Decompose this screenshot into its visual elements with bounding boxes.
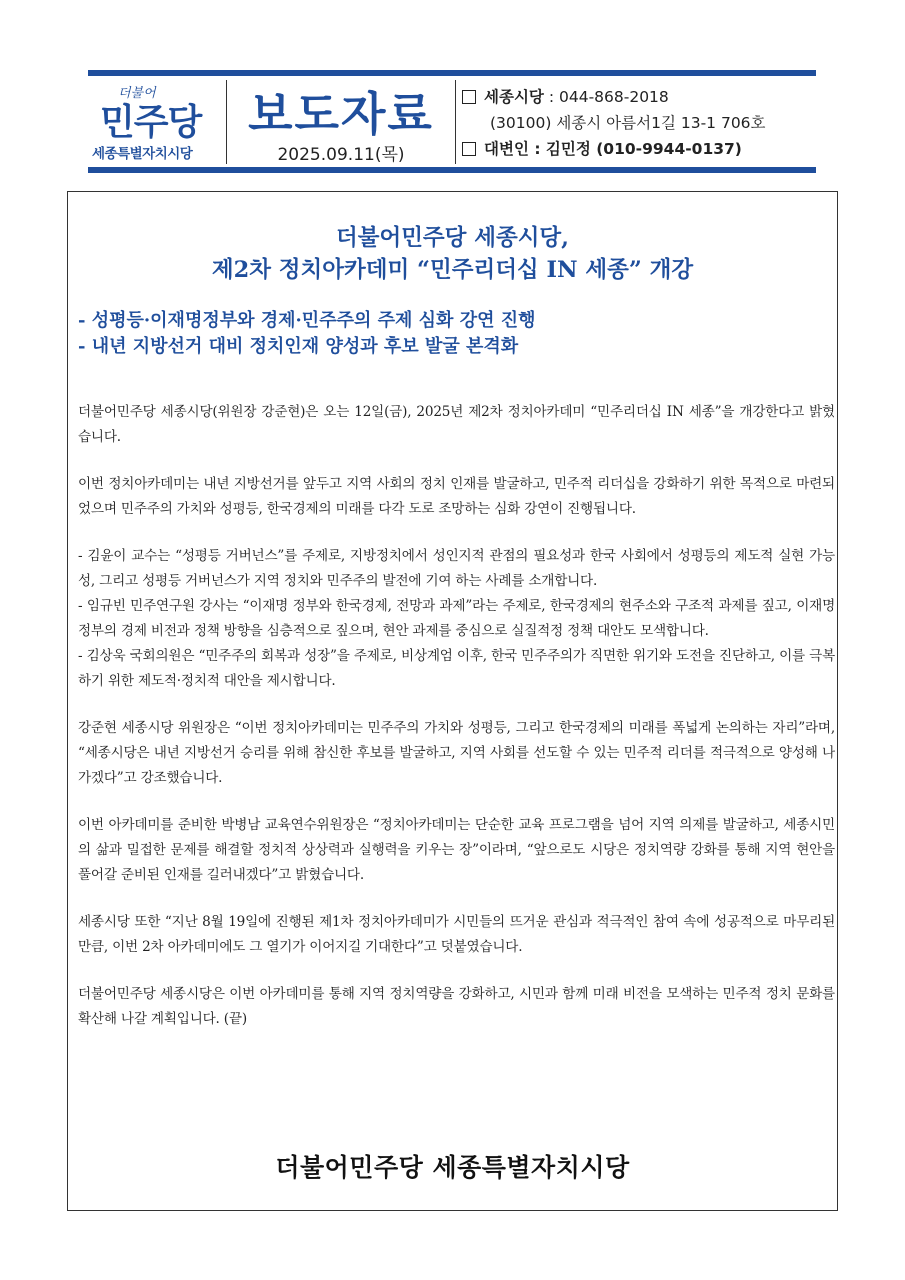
paragraph: - 김윤이 교수는 “성평등 거버넌스”를 주제로, 지방정치에서 성인지적 관점의 필요성과 한국 사회에서 성평등의 제도적 실현 가능성, 그리고 성평등 거버넌스가 지역 정치와 민주주의 발전에 기여 하는 사례를 소개합니다. xyxy=(78,548,835,589)
subheadings xyxy=(78,308,818,360)
checkbox-icon xyxy=(462,142,476,156)
header-top-bar xyxy=(88,70,816,76)
office-label: 세종시당 xyxy=(484,88,544,106)
article-body xyxy=(78,400,835,1032)
subheading: - 성평등·이재명정부와 경제·민주주의 주제 심화 강연 진행 xyxy=(78,310,536,331)
header-divider xyxy=(226,80,227,164)
party-logo xyxy=(90,80,225,164)
office-address: (30100) 세종시 아름서1길 13-1 706호 xyxy=(490,114,766,132)
headline-line-1: 더불어민주당 세종시당, xyxy=(335,225,570,251)
headline xyxy=(67,222,838,286)
spokesperson-label: 대변인 : 김민정 (010-9944-0137) xyxy=(484,140,742,158)
signature: 더불어민주당 세종특별자치시당 xyxy=(275,1153,630,1182)
office-phone: : 044-868-2018 xyxy=(543,88,669,106)
office-contact xyxy=(462,84,812,110)
headline-line-2: 제2차 정치아카데미 “민주리더십 IN 세종” 개강 xyxy=(211,257,694,283)
paragraph: 이번 정치아카데미는 내년 지방선거를 앞두고 지역 사회의 정치 인재를 발굴하고, 민주적 리더십을 강화하기 위한 목적으로 마련되었으며 민주주의 가치와 성평등, 한국경제의 미래를 다각 도로 조망하는 심화 강연이 진행됩니다. xyxy=(78,476,835,517)
logo-sub-text: 세종특별자치시당 xyxy=(92,146,193,162)
logo-small-text: 더불어 xyxy=(118,86,156,101)
report-date: 2025.09.11(목) xyxy=(277,145,405,165)
paragraph: 이번 아카데미를 준비한 박병남 교육연수위원장은 “정치아카데미는 단순한 교육 프로그램을 넘어 지역 의제를 발굴하고, 세종시민의 삶과 밀접한 문제를 해결할 정치적 상상력과 실행력을 키우는 장”이라며, “앞으로도 시당은 정치역량 강화를 통해 지역 현안을 풀어갈 준비된 인재를 길러내겠다”고 밝혔습니다. xyxy=(78,817,835,883)
paragraph: 강준현 세종시당 위원장은 “이번 정치아카데미는 민주주의 가치와 성평등, 그리고 한국경제의 미래를 폭넓게 논의하는 자리”라며, “세종시당은 내년 지방선거 승리를 위해 참신한 후보를 발굴하고, 지역 사회를 선도할 수 있는 민주적 리더를 적극적으로 양성해 나가겠다”고 강조했습니다. xyxy=(78,720,835,786)
paragraph: - 김상욱 국회의원은 “민주주의 회복과 성장”을 주제로, 비상계엄 이후, 한국 민주주의가 직면한 위기와 도전을 진단하고, 이를 극복하기 위한 제도적·정치적 대안을 제시합니다. xyxy=(78,648,835,689)
subheading: - 내년 지방선거 대비 정치인재 양성과 후보 발굴 본격화 xyxy=(78,336,519,357)
spokesperson-contact xyxy=(462,136,812,162)
paragraph: 더불어민주당 세종시당(위원장 강준현)은 오는 12일(금), 2025년 제2차 정치아카데미 “민주리더십 IN 세종”을 개강한다고 밝혔습니다. xyxy=(78,404,835,445)
report-title: 보도자료 xyxy=(248,87,434,141)
paragraph: 세종시당 또한 “지난 8월 19일에 진행된 제1차 정치아카데미가 시민들의 뜨거운 관심과 적극적인 참여 속에 성공적으로 마무리된 만큼, 이번 2차 아카데미에도 그 열기가 이어지길 기대한다”고 덧붙였습니다. xyxy=(78,914,835,955)
paragraph: - 임규빈 민주연구원 강사는 “이재명 정부와 한국경제, 전망과 과제”라는 주제로, 한국경제의 현주소와 구조적 과제를 짚고, 이재명 정부의 경제 비전과 정책 방향을 심층적으로 짚으며, 현안 과제를 중심으로 실질적정 정책 대안도 모색합니다. xyxy=(78,598,835,639)
logo-main-text: 민주당 xyxy=(100,102,202,143)
paragraph: 더불어민주당 세종시당은 이번 아카데미를 통해 지역 정치역량을 강화하고, 시민과 함께 미래 비전을 모색하는 민주적 정치 문화를 확산해 나갈 계획입니다. (끝) xyxy=(78,986,835,1027)
contact-info xyxy=(462,84,812,162)
checkbox-icon xyxy=(462,90,476,104)
header-divider xyxy=(455,80,456,164)
header-bottom-bar xyxy=(88,167,816,173)
